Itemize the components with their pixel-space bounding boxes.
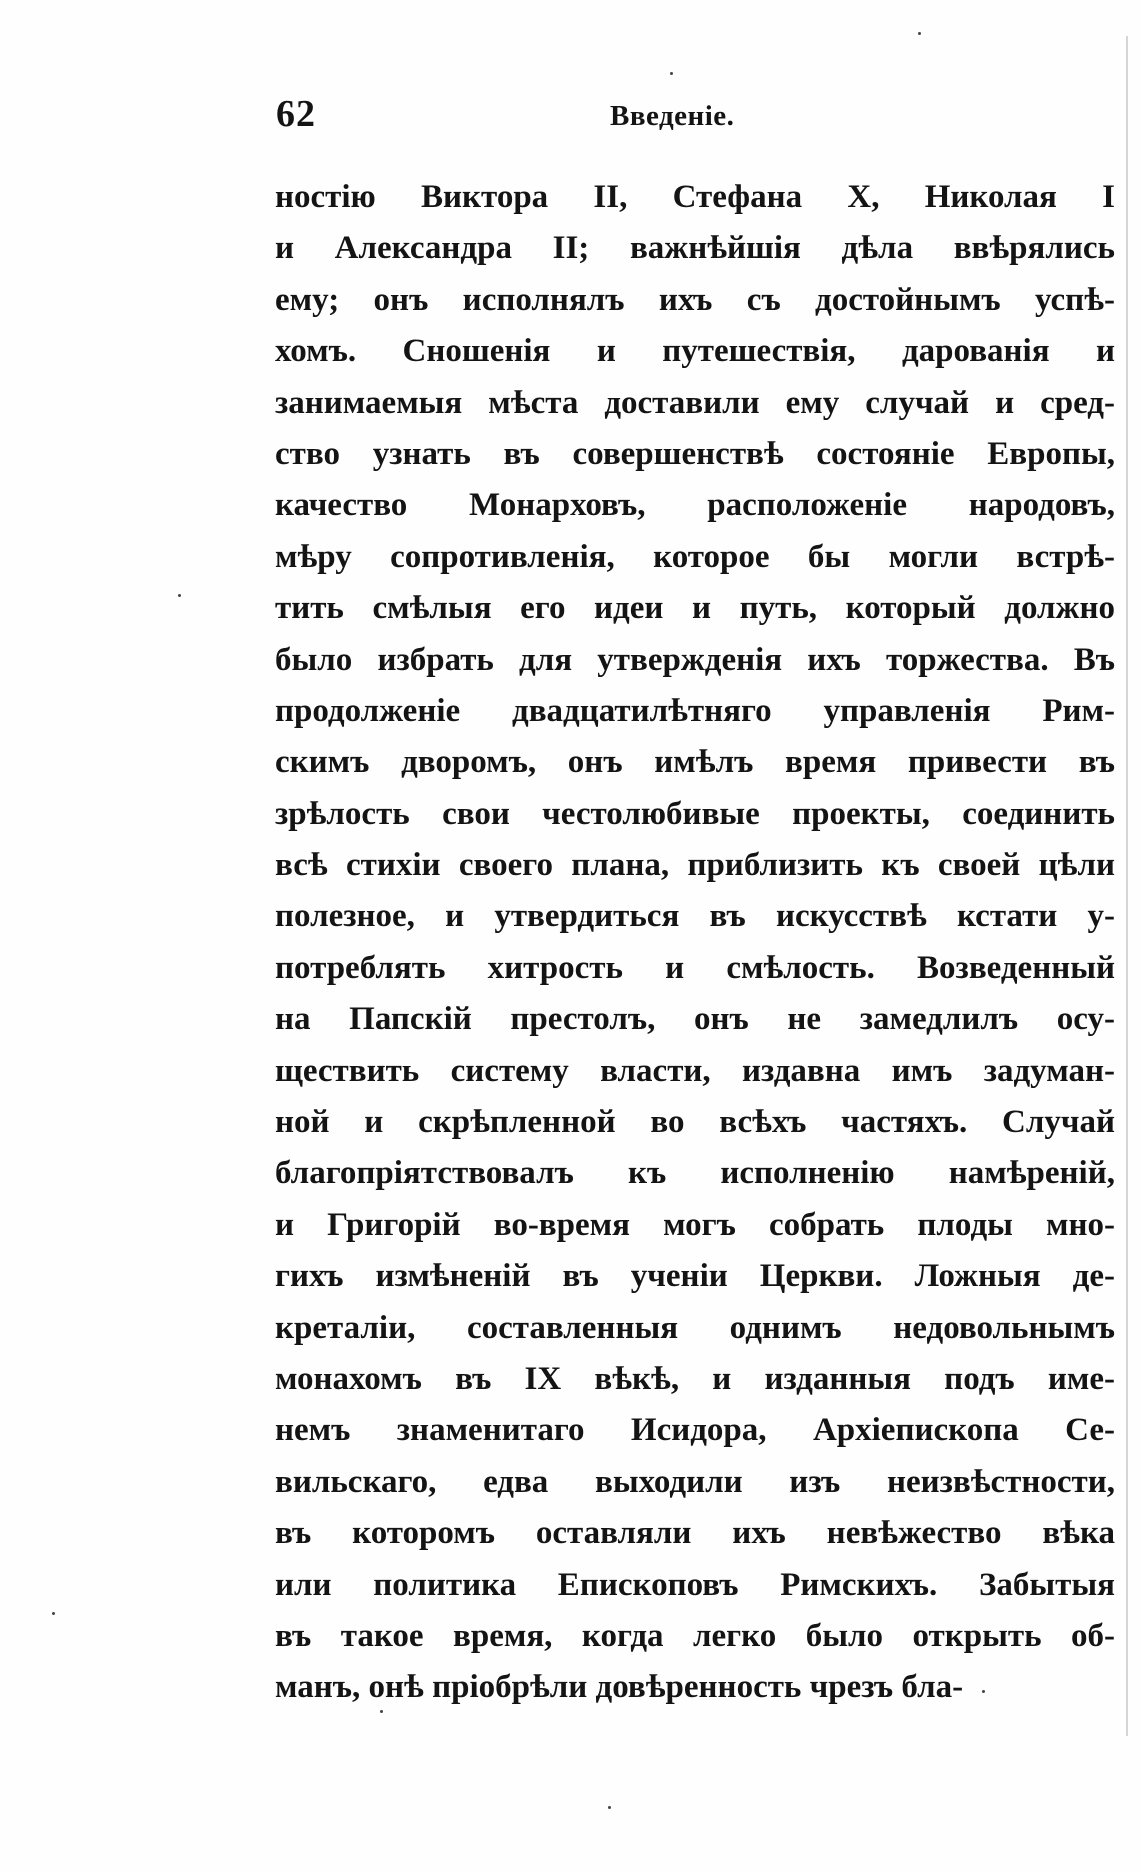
text-line: хомъ. Сношенія и путешествія, дарованія и (275, 333, 1115, 370)
text-line: въ которомъ оставляли ихъ невѣжество вѣка (275, 1515, 1115, 1552)
text-line: ство узнать въ совершенствѣ состояніе Европы, (275, 435, 1115, 472)
text-line: креталіи, составленныя однимъ недовольнымъ (275, 1309, 1115, 1346)
text-line: благопріятствовалъ къ исполненію намѣреній, (275, 1155, 1115, 1192)
text-line: качество Монарховъ, расположеніе народовъ, (275, 487, 1115, 524)
scan-speck (52, 1612, 55, 1615)
text-line: ществить систему власти, издавна имъ задуман- (275, 1052, 1115, 1089)
text-line: было избрать для утвержденія ихъ торжества. Въ (275, 641, 1115, 678)
text-line: на Папскій престолъ, онъ не замедлилъ осу- (275, 1001, 1115, 1038)
text-line: ему; онъ исполнялъ ихъ съ достойнымъ успѣ- (275, 281, 1115, 318)
text-line: скимъ дворомъ, онъ имѣлъ время привести въ (275, 744, 1115, 781)
scan-speck (178, 594, 181, 597)
text-line: манъ, онѣ пріобрѣли довѣренность чрезъ бла- (275, 1669, 964, 1706)
text-line: продолженіе двадцатилѣтняго управленія Рим- (275, 692, 1115, 729)
text-line: занимаемыя мѣста доставили ему случай и сред- (275, 384, 1115, 421)
running-head: Введеніе. (610, 100, 735, 132)
text-line: зрѣлость свои честолюбивые проекты, соединить (275, 795, 1115, 832)
text-line: въ такое время, когда легко было открыть об- (275, 1617, 1115, 1654)
scan-speck (982, 1690, 985, 1693)
text-line: мѣру сопротивленія, которое бы могли встрѣ- (275, 538, 1115, 575)
page-edge-shadow (1126, 36, 1128, 1736)
scan-speck (670, 72, 673, 75)
text-line: всѣ стихіи своего плана, приблизить къ своей цѣли (275, 847, 1115, 884)
text-line: и Александра II; важнѣйшія дѣла ввѣрялись (275, 230, 1115, 267)
text-line: монахомъ въ IX вѣкѣ, и изданныя подъ име- (275, 1360, 1115, 1397)
text-line: и Григорій во-время могъ собрать плоды мно- (275, 1206, 1115, 1243)
text-line: гихъ измѣненій въ ученіи Церкви. Ложныя де- (275, 1258, 1115, 1295)
scan-speck (608, 1806, 611, 1809)
scan-speck (918, 32, 921, 35)
page-header (276, 92, 1106, 142)
scan-speck (380, 1710, 383, 1713)
text-line: немъ знаменитаго Исидора, Архіепископа Се- (275, 1412, 1115, 1449)
body-text (275, 172, 1115, 1714)
page-number: 62 (276, 93, 316, 135)
text-line: или политика Епископовъ Римскихъ. Забытыя (275, 1566, 1115, 1603)
text-line: полезное, и утвердиться въ искусствѣ кстати у- (275, 898, 1115, 935)
text-line: потреблять хитрость и смѣлость. Возведенный (275, 949, 1115, 986)
text-line: ной и скрѣпленной во всѣхъ частяхъ. Случай (275, 1104, 1115, 1141)
text-line: вильскаго, едва выходили изъ неизвѣстности, (275, 1463, 1115, 1500)
text-line: тить смѣлыя его идеи и путь, который должно (275, 590, 1115, 627)
text-line: ностію Виктора II, Стефана X, Николая I (275, 179, 1115, 215)
